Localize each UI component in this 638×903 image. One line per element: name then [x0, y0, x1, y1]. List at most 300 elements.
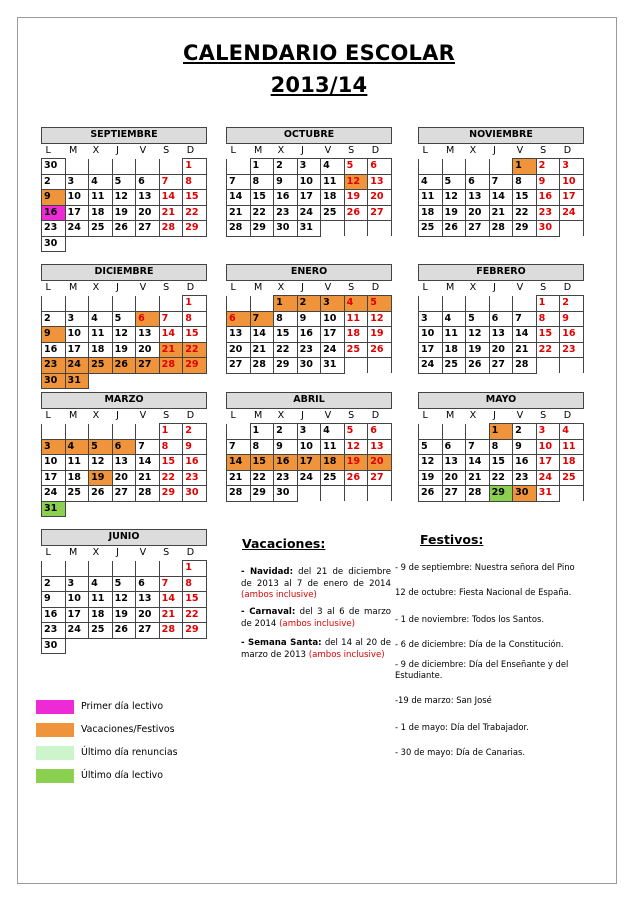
weekday-label: M: [69, 282, 78, 293]
week-row: [419, 439, 584, 455]
day-cell: 31: [321, 358, 345, 374]
day-cell: 31: [42, 501, 66, 517]
weekday-label: X: [92, 282, 100, 293]
day-cell: 16: [183, 455, 207, 471]
weekday-label: V: [516, 282, 524, 293]
week-row: [42, 327, 207, 343]
day-cell: 4: [89, 174, 113, 190]
day-cell: 18: [344, 327, 368, 343]
day-cell: 30: [513, 486, 537, 502]
legend-label: Primer día lectivo: [81, 701, 164, 712]
empty-cell: [344, 221, 368, 237]
festivo-item: - 30 de mayo: Día de Canarias.: [395, 747, 526, 757]
empty-cell: [344, 486, 368, 502]
empty-cell: [419, 424, 443, 440]
day-cell: 12: [368, 311, 392, 327]
day-cell: 3: [65, 311, 89, 327]
day-cell: 13: [136, 190, 160, 206]
day-cell: 16: [513, 455, 537, 471]
day-cell: 7: [227, 439, 251, 455]
month-name: SEPTIEMBRE: [42, 128, 207, 144]
week-row: [227, 311, 392, 327]
week-row: [227, 439, 392, 455]
day-cell: 31: [65, 373, 89, 389]
month-name: NOVIEMBRE: [419, 128, 584, 144]
weekday-label: J: [116, 282, 119, 293]
week-row: [419, 470, 584, 486]
day-cell: 27: [368, 205, 392, 221]
day-cell: 8: [513, 174, 537, 190]
day-cell: 7: [159, 174, 183, 190]
day-cell: 14: [136, 455, 160, 471]
day-cell: 24: [560, 205, 584, 221]
day-cell: 12: [344, 439, 368, 455]
empty-cell: [419, 296, 443, 312]
day-cell: 17: [65, 607, 89, 623]
day-cell: 1: [183, 296, 207, 312]
day-cell: 11: [89, 327, 113, 343]
vacaciones-title: Vacaciones:: [242, 536, 326, 551]
day-cell: 7: [513, 311, 537, 327]
week-row: [419, 424, 584, 440]
weekday-label: S: [163, 409, 170, 421]
day-cell: 6: [112, 439, 136, 455]
day-cell: 10: [65, 190, 89, 206]
day-cell: 5: [466, 311, 490, 327]
month-enero: [226, 264, 392, 374]
weekday-label: X: [277, 281, 285, 293]
day-cell: 5: [89, 439, 113, 455]
weekday-label: X: [469, 145, 477, 156]
day-cell: 4: [321, 424, 345, 440]
festivo-item: - 9 de septiembre: Nuestra señora del Pino: [395, 562, 575, 572]
day-cell: 20: [136, 342, 160, 358]
weekday-label: J: [493, 145, 496, 156]
month-junio: [41, 529, 207, 654]
day-cell: 14: [513, 327, 537, 343]
empty-cell: [112, 296, 136, 312]
day-cell: 24: [42, 486, 66, 502]
day-cell: 21: [513, 342, 537, 358]
weekday-label: M: [69, 410, 78, 421]
day-cell: 14: [159, 190, 183, 206]
day-cell: 21: [159, 342, 183, 358]
empty-cell: [227, 424, 251, 440]
day-cell: 5: [442, 174, 466, 190]
legend-swatch: [36, 746, 74, 760]
navidad-label: - Navidad:: [241, 567, 294, 577]
month-name: OCTUBRE: [227, 128, 392, 144]
day-cell: 21: [136, 470, 160, 486]
week-row: [227, 342, 392, 358]
day-cell: 25: [321, 470, 345, 486]
week-row: [227, 190, 392, 206]
day-cell: 1: [513, 159, 537, 175]
empty-cell: [136, 561, 160, 577]
empty-cell: [344, 358, 368, 374]
day-cell: 25: [65, 486, 89, 502]
month-noviembre: [418, 127, 584, 237]
day-cell: 20: [136, 205, 160, 221]
day-cell: 9: [42, 327, 66, 343]
week-row: [419, 486, 584, 502]
day-cell: 20: [112, 470, 136, 486]
weekday-label: M: [254, 282, 263, 293]
empty-cell: [42, 296, 66, 312]
week-row: [42, 174, 207, 190]
day-cell: 22: [183, 205, 207, 221]
day-cell: 5: [112, 311, 136, 327]
empty-cell: [227, 159, 251, 175]
day-cell: 28: [227, 221, 251, 237]
week-row: [227, 455, 392, 471]
day-cell: 18: [419, 205, 443, 221]
day-cell: 28: [489, 221, 513, 237]
day-cell: 6: [368, 159, 392, 175]
empty-cell: [89, 424, 113, 440]
day-cell: 11: [560, 439, 584, 455]
day-cell: 29: [183, 221, 207, 237]
day-cell: 20: [368, 190, 392, 206]
day-cell: 6: [466, 174, 490, 190]
day-cell: 5: [344, 424, 368, 440]
month-febrero: [418, 264, 584, 374]
day-cell: 28: [159, 623, 183, 639]
day-cell: 9: [513, 439, 537, 455]
empty-cell: [321, 221, 345, 237]
week-row: [419, 358, 584, 374]
day-cell: 24: [65, 221, 89, 237]
day-cell: 17: [42, 470, 66, 486]
day-cell: 31: [536, 486, 560, 502]
day-cell: 19: [344, 455, 368, 471]
day-cell: 21: [250, 342, 274, 358]
day-cell: 11: [321, 174, 345, 190]
week-row: [227, 205, 392, 221]
day-cell: 17: [65, 205, 89, 221]
month-grid: [41, 529, 207, 654]
month-name: DICIEMBRE: [42, 265, 207, 281]
weekday-label: V: [139, 145, 147, 156]
weekday-label: M: [446, 410, 455, 421]
day-cell: 20: [466, 205, 490, 221]
day-cell: 10: [536, 439, 560, 455]
day-cell: 30: [536, 221, 560, 237]
day-cell: 2: [42, 311, 66, 327]
legend-swatch: [36, 769, 74, 783]
day-cell: 17: [560, 190, 584, 206]
week-row: [419, 311, 584, 327]
weekday-label: D: [186, 281, 195, 293]
day-cell: 11: [65, 455, 89, 471]
week-row: [42, 205, 207, 221]
day-cell: 15: [513, 190, 537, 206]
day-cell: 26: [89, 486, 113, 502]
day-cell: 29: [513, 221, 537, 237]
weekday-label: S: [540, 281, 547, 293]
weekday-label: X: [92, 410, 100, 421]
day-cell: 15: [274, 327, 298, 343]
day-cell: 14: [227, 190, 251, 206]
day-cell: 26: [442, 221, 466, 237]
day-cell: 27: [136, 221, 160, 237]
navidad-text: del 21 de diciembre de 2013 al 7 de enero de 2014: [241, 567, 392, 589]
day-cell: 23: [42, 221, 66, 237]
empty-cell: [227, 296, 251, 312]
weekday-label: J: [301, 409, 304, 421]
day-cell: 16: [42, 607, 66, 623]
legend-label: Último día renuncias: [81, 747, 178, 758]
day-cell: 29: [250, 221, 274, 237]
weekday-label: L: [422, 282, 428, 293]
week-row: [227, 424, 392, 440]
day-cell: 3: [65, 576, 89, 592]
school-year: 2013/14: [270, 73, 368, 97]
weekday-label: D: [186, 144, 195, 156]
weekday-label: L: [230, 410, 236, 421]
week-row: [42, 358, 207, 374]
day-cell: 23: [297, 342, 321, 358]
month-marzo: [41, 392, 207, 517]
day-cell: 27: [112, 486, 136, 502]
day-cell: 8: [183, 311, 207, 327]
day-cell: 9: [536, 174, 560, 190]
day-cell: 21: [159, 607, 183, 623]
day-cell: 8: [159, 439, 183, 455]
day-cell: 26: [344, 470, 368, 486]
day-cell: 2: [513, 424, 537, 440]
day-cell: 12: [442, 190, 466, 206]
week-row: [227, 486, 392, 502]
empty-cell: [368, 486, 392, 502]
day-cell: 17: [419, 342, 443, 358]
day-cell: 30: [297, 358, 321, 374]
month-name: FEBRERO: [419, 265, 584, 281]
day-cell: 21: [489, 205, 513, 221]
weekday-label: J: [116, 145, 119, 156]
day-cell: 16: [274, 455, 298, 471]
day-cell: 22: [183, 607, 207, 623]
day-cell: 15: [183, 327, 207, 343]
day-cell: 9: [183, 439, 207, 455]
day-cell: 18: [321, 455, 345, 471]
empty-cell: [466, 159, 490, 175]
week-row: [227, 470, 392, 486]
week-row: [227, 159, 392, 175]
day-cell: 13: [442, 455, 466, 471]
day-cell: 25: [89, 221, 113, 237]
day-cell: 26: [419, 486, 443, 502]
weekday-label: S: [348, 281, 355, 293]
day-cell: 6: [442, 439, 466, 455]
day-cell: 8: [489, 439, 513, 455]
week-row: [42, 311, 207, 327]
weekday-label: J: [493, 282, 496, 293]
day-cell: 6: [136, 311, 160, 327]
day-cell: 12: [112, 190, 136, 206]
day-cell: 5: [112, 576, 136, 592]
day-cell: 1: [183, 561, 207, 577]
day-cell: 25: [89, 623, 113, 639]
day-cell: 15: [159, 455, 183, 471]
day-cell: 10: [321, 311, 345, 327]
day-cell: 27: [227, 358, 251, 374]
day-cell: 17: [65, 342, 89, 358]
month-name: MAYO: [419, 393, 584, 409]
empty-cell: [442, 159, 466, 175]
weekday-label: L: [230, 282, 236, 293]
empty-cell: [159, 159, 183, 175]
day-cell: 2: [274, 159, 298, 175]
day-cell: 8: [183, 576, 207, 592]
day-cell: 27: [466, 221, 490, 237]
day-cell: 24: [321, 342, 345, 358]
day-cell: 28: [159, 221, 183, 237]
empty-cell: [442, 424, 466, 440]
day-cell: 5: [344, 159, 368, 175]
empty-cell: [250, 296, 274, 312]
day-cell: 29: [250, 486, 274, 502]
day-cell: 6: [136, 174, 160, 190]
weekday-label: L: [45, 547, 51, 558]
day-cell: 24: [297, 205, 321, 221]
day-cell: 18: [321, 190, 345, 206]
day-cell: 1: [183, 159, 207, 175]
day-cell: 10: [419, 327, 443, 343]
day-cell: 20: [136, 607, 160, 623]
day-cell: 13: [136, 592, 160, 608]
day-cell: 16: [42, 205, 66, 221]
day-cell: 7: [250, 311, 274, 327]
day-cell: 21: [159, 205, 183, 221]
day-cell: 19: [112, 342, 136, 358]
week-row: [419, 190, 584, 206]
day-cell: 2: [297, 296, 321, 312]
day-cell: 18: [442, 342, 466, 358]
day-cell: 16: [297, 327, 321, 343]
empty-cell: [466, 296, 490, 312]
day-cell: 22: [250, 205, 274, 221]
day-cell: 29: [274, 358, 298, 374]
week-row: [42, 221, 207, 237]
day-cell: 15: [183, 592, 207, 608]
day-cell: 5: [419, 439, 443, 455]
day-cell: 3: [419, 311, 443, 327]
day-cell: 13: [489, 327, 513, 343]
day-cell: 6: [489, 311, 513, 327]
weekday-label: J: [493, 409, 496, 421]
weekday-label: S: [540, 409, 547, 421]
weekday-label: V: [516, 144, 524, 156]
day-cell: 10: [297, 439, 321, 455]
day-cell: 14: [466, 455, 490, 471]
week-row: [42, 486, 207, 502]
week-row: [419, 174, 584, 190]
weekday-label: V: [139, 410, 147, 421]
month-grid: [418, 127, 584, 237]
day-cell: 25: [321, 205, 345, 221]
weekday-label: X: [92, 547, 100, 558]
day-cell: 22: [274, 342, 298, 358]
day-cell: 4: [344, 296, 368, 312]
day-cell: 2: [183, 424, 207, 440]
weekday-label: V: [324, 144, 332, 156]
week-row: [227, 327, 392, 343]
day-cell: 10: [560, 174, 584, 190]
weekday-label: X: [469, 410, 477, 421]
day-cell: 23: [274, 205, 298, 221]
day-cell: 14: [250, 327, 274, 343]
day-cell: 19: [442, 205, 466, 221]
empty-cell: [536, 358, 560, 374]
weekday-label: L: [45, 282, 51, 293]
day-cell: 10: [42, 455, 66, 471]
day-cell: 27: [136, 623, 160, 639]
day-cell: 19: [112, 205, 136, 221]
weekday-label: L: [45, 144, 51, 156]
day-cell: 5: [112, 174, 136, 190]
day-cell: 20: [368, 455, 392, 471]
empty-cell: [136, 296, 160, 312]
month-name: MARZO: [42, 393, 207, 409]
month-grid: [418, 264, 584, 374]
weekday-label: V: [324, 281, 332, 293]
day-cell: 25: [89, 358, 113, 374]
day-cell: 17: [297, 455, 321, 471]
month-grid: [418, 392, 584, 502]
week-row: [42, 592, 207, 608]
day-cell: 14: [159, 592, 183, 608]
day-cell: 19: [89, 470, 113, 486]
day-cell: 8: [274, 311, 298, 327]
week-row: [42, 342, 207, 358]
month-octubre: [226, 127, 392, 237]
day-cell: 18: [89, 205, 113, 221]
day-cell: 28: [227, 486, 251, 502]
day-cell: 22: [183, 342, 207, 358]
day-cell: 10: [65, 592, 89, 608]
empty-cell: [560, 358, 584, 374]
day-cell: 6: [136, 576, 160, 592]
day-cell: 12: [344, 174, 368, 190]
day-cell: 17: [297, 190, 321, 206]
weekday-label: D: [371, 281, 380, 293]
day-cell: 16: [536, 190, 560, 206]
empty-cell: [65, 424, 89, 440]
day-cell: 18: [560, 455, 584, 471]
empty-cell: [368, 221, 392, 237]
empty-cell: [489, 296, 513, 312]
day-cell: 25: [560, 470, 584, 486]
day-cell: 25: [442, 358, 466, 374]
legend-label: Vacaciones/Festivos: [81, 724, 175, 735]
festivo-item: - 6 de diciembre: Día de la Constitución.: [395, 639, 564, 649]
month-grid: [226, 392, 392, 502]
legend-swatch: [36, 723, 74, 737]
day-cell: 13: [368, 439, 392, 455]
weekday-label: X: [277, 144, 285, 156]
weekday-label: S: [163, 547, 170, 558]
legend-swatch: [36, 700, 74, 714]
weekday-label: M: [69, 145, 78, 156]
day-cell: 3: [297, 159, 321, 175]
weekday-label: V: [139, 282, 147, 293]
weekday-label: J: [301, 144, 304, 156]
weekday-label: S: [348, 409, 355, 421]
month-name: ENERO: [227, 265, 392, 281]
week-row: [42, 424, 207, 440]
weekday-label: M: [69, 547, 78, 558]
